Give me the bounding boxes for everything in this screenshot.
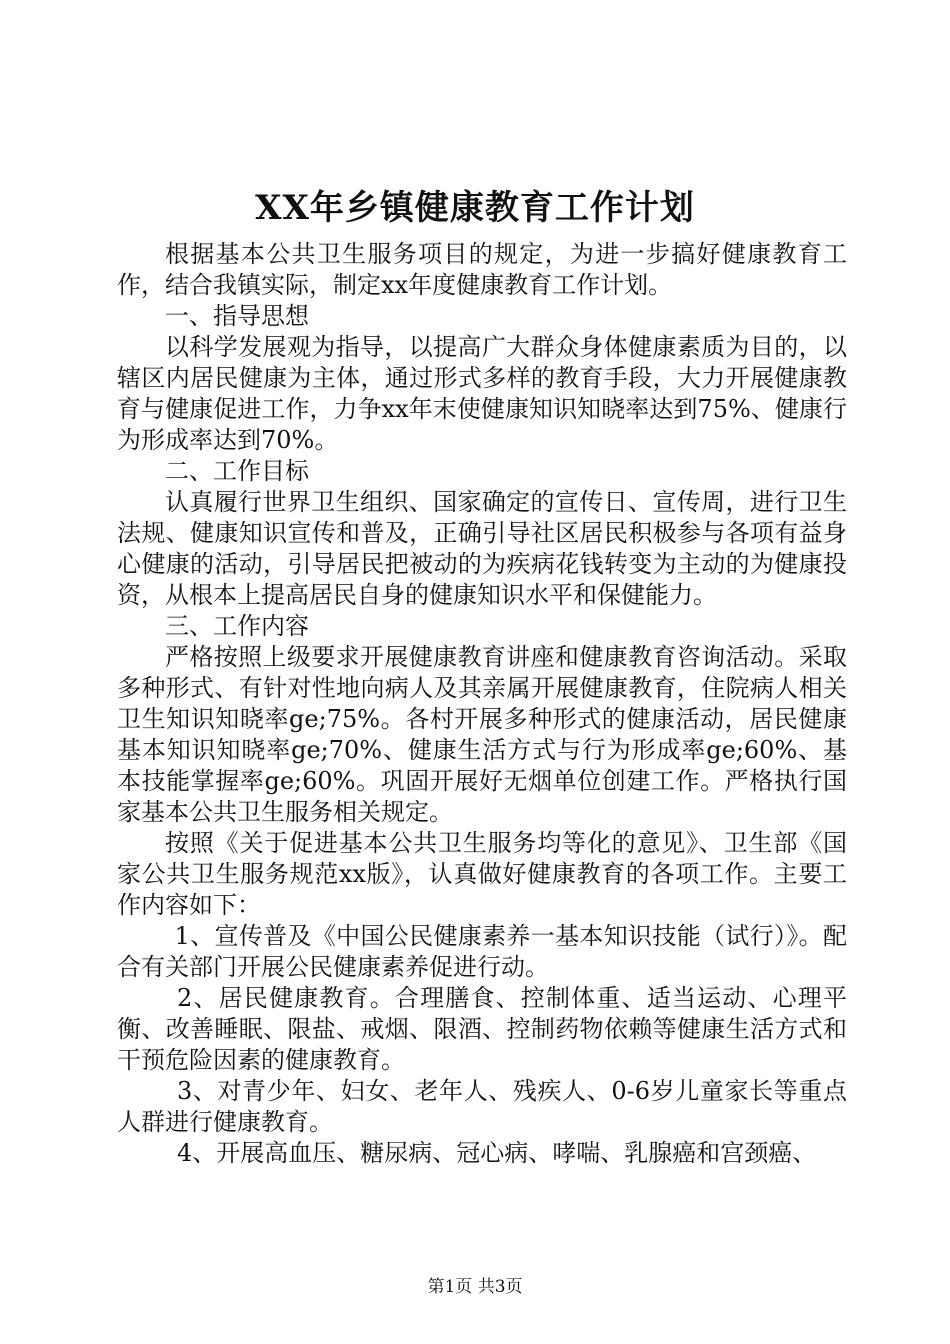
section-heading-work-goals: 二、工作目标 [165, 457, 309, 485]
work-item-4: 4、开展高血压、糖尿病、冠心病、哮喘、乳腺癌和宫颈癌、 [177, 1139, 817, 1167]
guiding-ideology-paragraph: 以科学发展观为指导，以提高广大群众身体健康素质为目的，以辖区内居民健康为主体，通过形式多样的教育手段，大力开展健康教育与健康促进工作，力争xx年末使健康知识知晓率达到75%、健康行为形成率达到70%。 [117, 333, 847, 454]
work-content-paragraph: 严格按照上级要求开展健康教育讲座和健康教育咨询活动。采取多种形式、有针对性地向病人及其亲属开展健康教育，住院病人相关卫生知识知晓率ge;75%。各村开展多种形式的健康活动，居民健康基本知识知晓率ge;70%、健康生活方式与行为形成率ge;60%、基本技能掌握率ge;60%。巩固开展好无烟单位创建工作。严格执行国家基本公共卫生服务相关规定。 [117, 643, 847, 826]
intro-paragraph: 根据基本公共卫生服务项目的规定，为进一步搞好健康教育工作，结合我镇实际，制定xx年度健康教育工作计划。 [117, 240, 847, 299]
work-item-2: 2、居民健康教育。合理膳食、控制体重、适当运动、心理平衡、改善睡眠、限盐、戒烟、限酒、控制药物依赖等健康生活方式和干预危险因素的健康教育。 [117, 984, 847, 1074]
section-heading-guiding-ideology: 一、指导思想 [165, 302, 309, 330]
work-goals-paragraph: 认真履行世界卫生组织、国家确定的宣传日、宣传周，进行卫生法规、健康知识宣传和普及，正确引导社区居民积极参与各项有益身心健康的活动，引导居民把被动的为疾病花钱转变为主动的为健康投资，从根本上提高居民自身的健康知识水平和保健能力。 [117, 488, 847, 609]
work-content-basis-paragraph: 按照《关于促进基本公共卫生服务均等化的意见》、卫生部《国家公共卫生服务规范xx版》，认真做好健康教育的各项工作。主要工作内容如下： [117, 829, 847, 919]
page-number-footer: 第1页 共3页 [427, 1277, 523, 1297]
work-item-3: 3、对青少年、妇女、老年人、残疾人、0-6岁儿童家长等重点人群进行健康教育。 [117, 1077, 847, 1136]
document-title: XX年乡镇健康教育工作计划 [255, 188, 695, 228]
document-body [117, 239, 847, 1169]
section-heading-work-content: 三、工作内容 [165, 612, 309, 640]
work-item-1: 1、宣传普及《中国公民健康素养一基本知识技能（试行）》。配合有关部门开展公民健康素养促进行动。 [117, 922, 847, 981]
